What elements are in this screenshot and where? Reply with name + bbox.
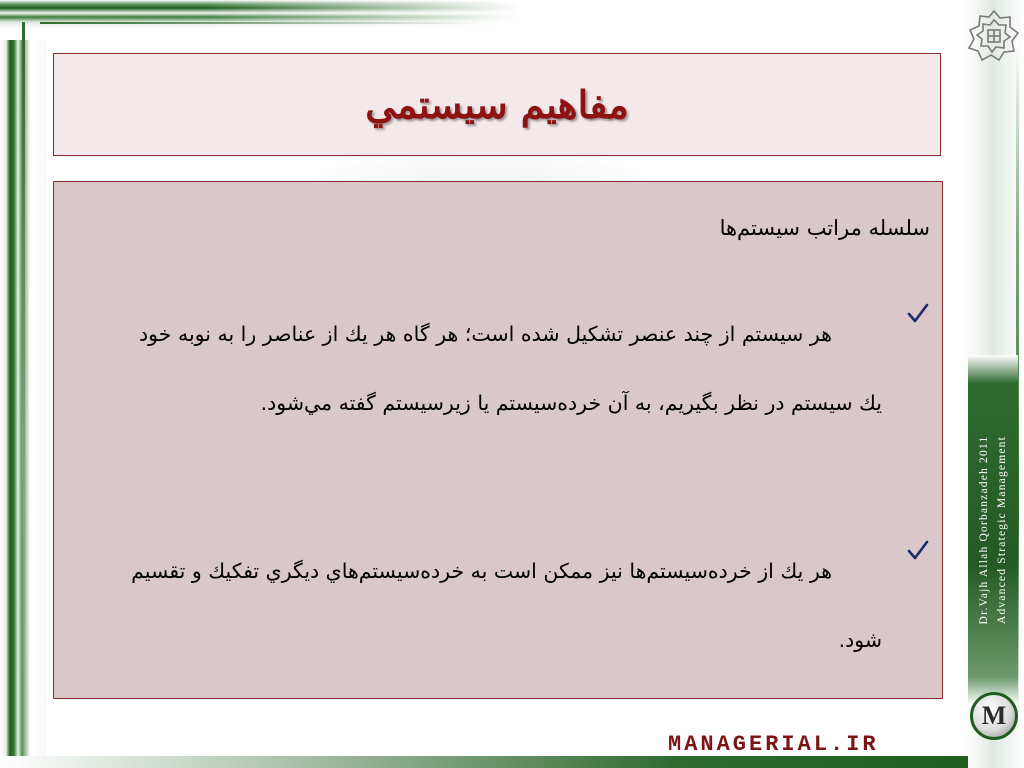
footer-brand: MANAGERIAL.IR (668, 732, 879, 757)
check-icon (904, 537, 932, 565)
left-frame-line (22, 22, 25, 722)
university-emblem-icon (966, 8, 1022, 64)
course-line: Advanced Strategic Management (996, 435, 1008, 625)
bullet-text: هر يك از خرده‌سيستم‌ها نيز ممكن است به خرده‌سيستم‌هاي ديگري تفكيك و تقسيم شود. (131, 559, 882, 652)
top-frame-line (40, 22, 480, 24)
bullet-item (122, 537, 922, 675)
top-decorative-frame (0, 0, 520, 40)
sidebar-credit (975, 436, 1011, 625)
author-line: Dr.Vajh Allah Qorbanzadeh 2011 (978, 435, 990, 625)
slide-title: مفاهيم سيستمي (365, 82, 629, 127)
bullet-item (122, 300, 922, 438)
managerial-logo-icon (970, 692, 1018, 740)
badge-letter: M (981, 701, 1007, 730)
bullet-text: هر سيستم از چند عنصر تشكيل شده است؛ هر گاه هر يك از عناصر را به نوبه خود يك سيستم در نظر بگيريم، به آن خرده‌سيستم يا زيرسيستم گفته مي‌شود. (139, 322, 882, 415)
title-box (53, 53, 941, 156)
slide-subtitle: سلسله مراتب سيستم‌ها (719, 216, 930, 240)
content-box (53, 181, 943, 699)
check-icon (904, 300, 932, 328)
